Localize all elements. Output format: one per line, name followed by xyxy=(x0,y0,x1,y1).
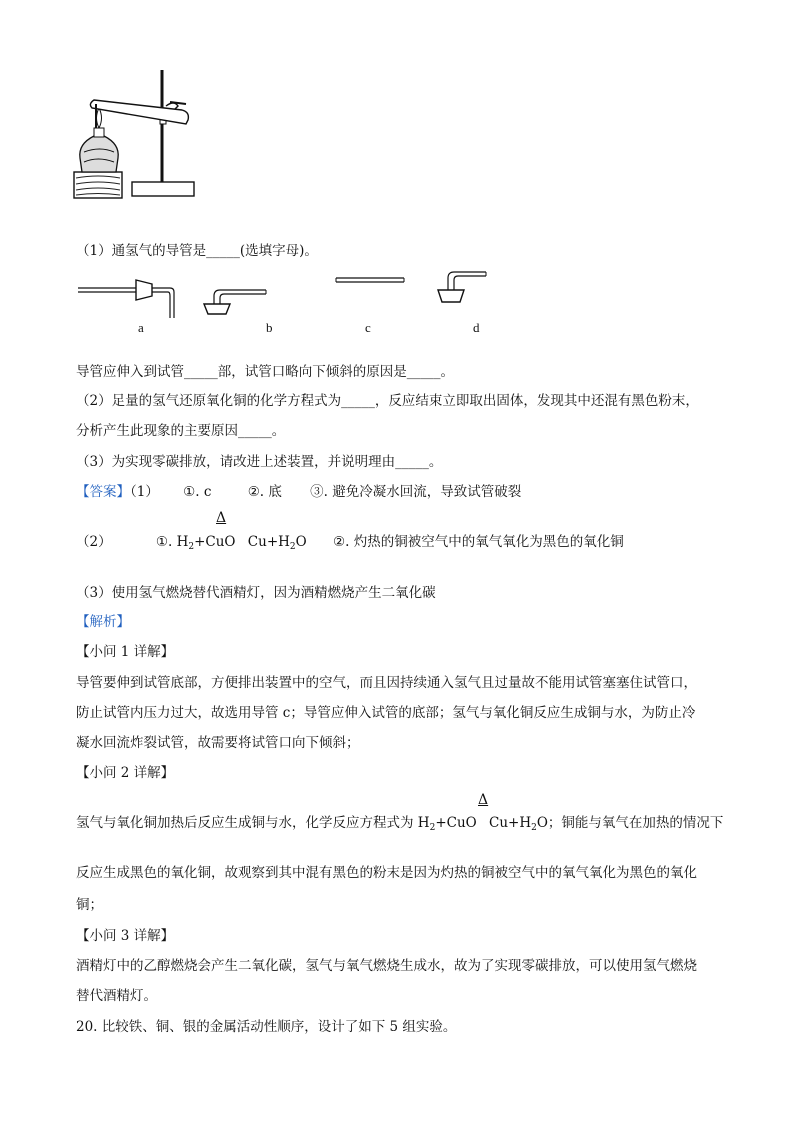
heating-symbol-2: Δ xyxy=(478,792,489,808)
tube-b-icon xyxy=(204,290,266,314)
hydrogen-reduction-apparatus xyxy=(70,66,210,206)
tube-a-icon xyxy=(78,280,174,318)
tube-label-d: d xyxy=(473,320,480,335)
answer-tag: 【答案】 xyxy=(76,484,130,500)
analysis-s2-line-3: 铜； xyxy=(76,897,103,913)
tube-d-icon xyxy=(438,272,486,302)
tube-label-a: a xyxy=(138,320,144,335)
analysis-s2-line-2: 反应生成黑色的氧化铜，故观察到其中混有黑色的粉末是因为灼热的铜被空气中的氧气氧化为黑色的氧化 xyxy=(76,865,697,881)
analysis-s3-line-1: 酒精灯中的乙醇燃烧会产生二氧化碳，氢气与氧气燃烧生成水，故为了实现零碳排放，可以使用氢气燃烧 xyxy=(76,958,697,974)
analysis-section-3-title: 【小问 3 详解】 xyxy=(76,928,175,944)
analysis-s1-line-2: 防止试管内压力过大，故选用导管 c；导管应伸入试管的底部；氢气与氧化铜反应生成铜与水，为防止冷 xyxy=(76,705,696,721)
question-1-line-2: 导管应伸入到试管_____部，试管口略向下倾斜的原因是_____。 xyxy=(76,364,454,380)
answer-part-2: （2） ①. $H_2+CuO$ $Cu+H_2O$ ②. 灼热的铜被空气中的氧气氧化为黑色的氧化铜 xyxy=(76,534,624,552)
tube-label-c: c xyxy=(365,320,371,335)
heating-symbol: Δ xyxy=(216,510,227,526)
question-2-line-1: （2）足量的氢气还原氧化铜的化学方程式为_____，反应结束立即取出固体，发现其中还混有黑色粉末， xyxy=(76,393,699,409)
analysis-s1-line-3: 凝水回流炸裂试管，故需要将试管口向下倾斜； xyxy=(76,735,360,751)
answer-part-3: （3）使用氢气燃烧替代酒精灯，因为酒精燃烧产生二氧化碳 xyxy=(76,585,436,601)
question-1-prompt: （1）通氢气的导管是_____(选填字母)。 xyxy=(76,243,318,259)
analysis-s2-line-1: 氢气与氧化铜加热后反应生成铜与水，化学反应方程式为 $H_2+CuO$ $Cu+H_2O$；铜能与氧气在加热的情况下 xyxy=(76,815,724,833)
tube-label-b: b xyxy=(266,320,273,335)
analysis-tag: 【解析】 xyxy=(76,614,130,630)
tube-c-icon xyxy=(336,278,404,282)
analysis-section-1-title: 【小问 1 详解】 xyxy=(76,644,175,660)
answer-part-1: 【答案】（1） ①. c ②. 底 ③. 避免冷凝水回流，导致试管破裂 xyxy=(76,484,522,500)
analysis-s3-line-2: 替代酒精灯。 xyxy=(76,988,157,1004)
question-3-line: （3）为实现零碳排放，请改进上述装置，并说明理由_____。 xyxy=(76,454,443,470)
question-20: 20. 比较铁、铜、银的金属活动性顺序，设计了如下 5 组实验。 xyxy=(76,1019,457,1035)
analysis-s1-line-1: 导管要伸到试管底部，方便排出装置中的空气，而且因持续通入氢气且过量故不能用试管塞塞住试管口， xyxy=(76,675,697,691)
question-2-line-2: 分析产生此现象的主要原因_____。 xyxy=(76,423,286,439)
analysis-section-2-title: 【小问 2 详解】 xyxy=(76,765,175,781)
